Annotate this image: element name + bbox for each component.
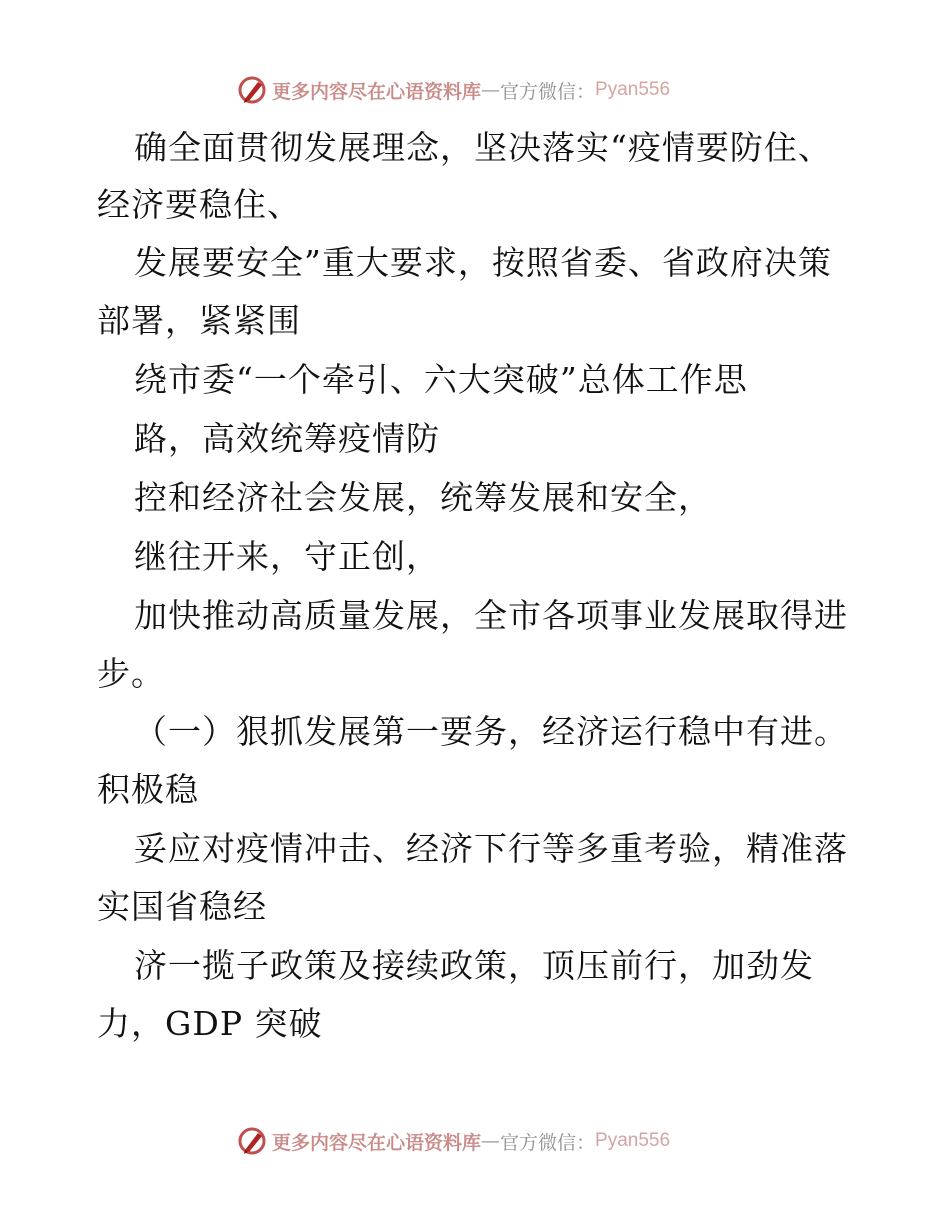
watermark-wechat-id: Pyan556	[595, 79, 671, 100]
body-line: 发展要安全”重大要求，按照省委、省政府决策	[134, 243, 832, 282]
footer-watermark	[236, 1124, 670, 1158]
body-line: 部署，紧紧围	[97, 301, 301, 340]
watermark-wechat-label: 官方微信：	[500, 1131, 596, 1154]
body-line: 实国省稳经	[97, 887, 267, 926]
pen-logo-icon	[236, 1125, 268, 1157]
body-line: （一）狠抓发展第一要务，经济运行稳中有进。	[134, 712, 848, 751]
body-line: 力，GDP 突破	[97, 1004, 323, 1043]
body-line: 路，高效统筹疫情防	[134, 419, 440, 458]
body-line: 确全面贯彻发展理念，坚决落实“疫情要防住、	[134, 128, 832, 167]
body-line: 经济要稳住、	[97, 185, 301, 224]
watermark-site-text: 更多内容尽在心语资料库	[272, 1131, 482, 1154]
body-line: 绕市委“一个牵引、六大突破”总体工作思	[134, 360, 748, 399]
body-line: 加快推动高质量发展，全市各项事业发展取得进	[134, 596, 848, 635]
body-line: 步。	[97, 654, 165, 693]
watermark-dash: —	[481, 1130, 501, 1152]
body-line: 积极稳	[97, 770, 199, 809]
watermark-wechat-id: Pyan556	[595, 1130, 671, 1151]
watermark-site-text: 更多内容尽在心语资料库	[272, 80, 482, 103]
watermark-wechat-label: 官方微信：	[500, 80, 596, 103]
body-line: 继往开来，守正创，	[134, 537, 440, 576]
body-line: 控和经济社会发展，统筹发展和安全，	[134, 478, 712, 517]
watermark-dash: —	[481, 79, 501, 101]
body-line: 妥应对疫情冲击、经济下行等多重考验，精准落	[134, 829, 848, 868]
body-line: 济一揽子政策及接续政策，顶压前行，加劲发	[134, 946, 814, 985]
